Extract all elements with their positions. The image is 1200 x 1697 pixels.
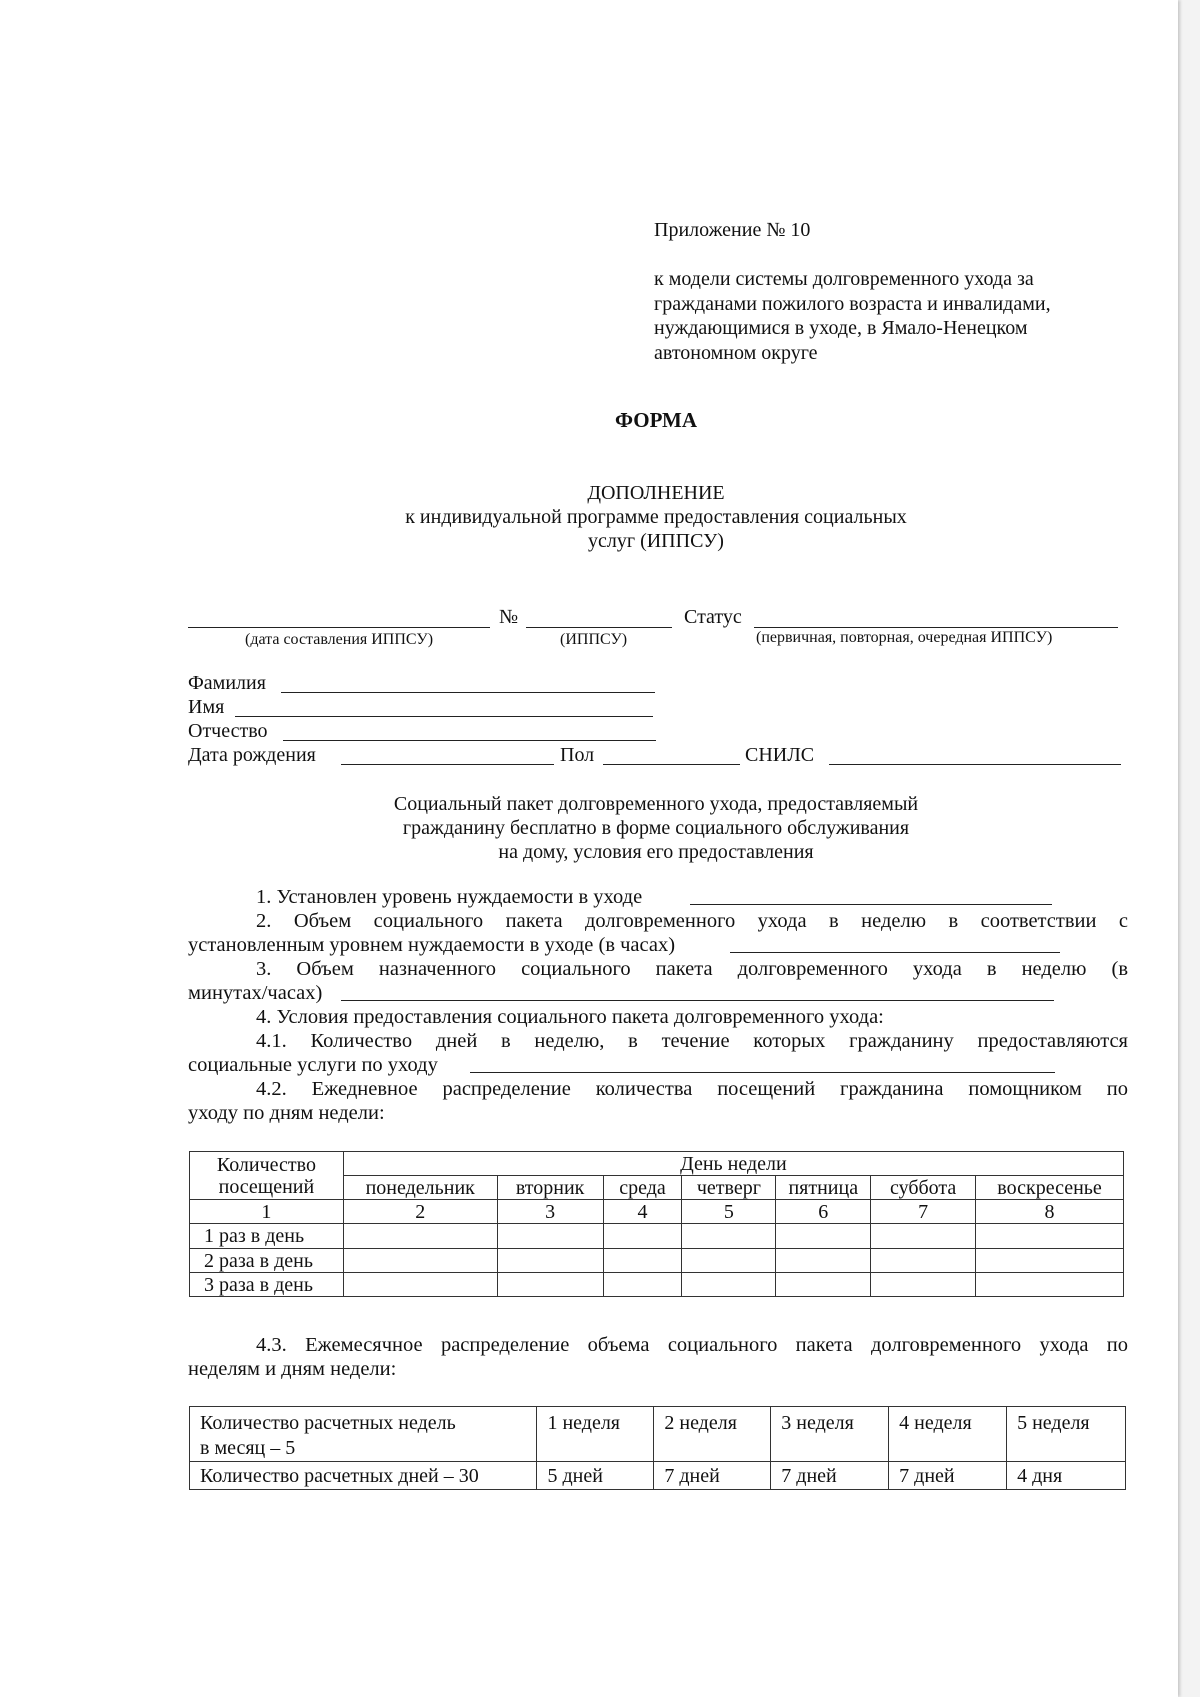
- table-cell[interactable]: [603, 1249, 682, 1273]
- visits-row-label: 2 раза в день: [190, 1249, 344, 1273]
- day-header: четверг: [682, 1176, 776, 1200]
- day-header: среда: [603, 1176, 682, 1200]
- item-4-1-line-1: 4.1. Количество дней в неделю, в течение которых гражданину предоставляются: [256, 1030, 1128, 1052]
- item-2-line-1: 2. Объем социального пакета долговременного ухода в неделю в соответствии с: [256, 910, 1128, 932]
- section-title: [188, 792, 1124, 864]
- column-number: 8: [976, 1200, 1124, 1224]
- status-label: Статус: [684, 606, 742, 628]
- day-header: пятница: [776, 1176, 871, 1200]
- week-days-value: 7 дней: [654, 1462, 771, 1490]
- number-sign: №: [499, 606, 519, 628]
- name-field-line[interactable]: [235, 716, 653, 717]
- annex-title: Приложение № 10: [654, 219, 811, 241]
- item-1-field-line[interactable]: [690, 904, 1052, 905]
- snils-field-line[interactable]: [829, 764, 1121, 765]
- item-4-1-field-line[interactable]: [470, 1072, 1055, 1073]
- table-cell[interactable]: [776, 1224, 871, 1249]
- table-cell[interactable]: [343, 1273, 497, 1297]
- column-number: 1: [190, 1200, 344, 1224]
- ippsu-number-field-line[interactable]: [526, 627, 672, 628]
- column-number: 2: [343, 1200, 497, 1224]
- week-days-value: 5 дней: [537, 1462, 654, 1490]
- table-cell[interactable]: [871, 1224, 976, 1249]
- heading-line: к индивидуальной программе предоставления социальных: [405, 506, 907, 528]
- annex-block: [654, 267, 1051, 365]
- table-cell[interactable]: [976, 1249, 1124, 1273]
- date-caption: (дата составления ИППСУ): [245, 631, 434, 648]
- surname-label: Фамилия: [188, 672, 266, 694]
- row-header-line: Количество: [216, 1153, 316, 1176]
- column-number: 7: [871, 1200, 976, 1224]
- visits-table: [189, 1151, 1124, 1297]
- days-label-cell: Количество расчетных дней – 30: [190, 1462, 537, 1490]
- item-2-line-2: установленным уровнем нуждаемости в уходе (в часах): [188, 934, 676, 956]
- week-header: 2 неделя: [654, 1407, 771, 1462]
- table-cell[interactable]: [497, 1273, 603, 1297]
- day-header: суббота: [871, 1176, 976, 1200]
- item-4-2-line-1: 4.2. Ежедневное распределение количества посещений гражданина помощником по: [256, 1078, 1128, 1100]
- visits-row-label: 1 раз в день: [190, 1224, 344, 1249]
- item-1: 1. Установлен уровень нуждаемости в уходе: [256, 886, 643, 908]
- column-number: 3: [497, 1200, 603, 1224]
- annex-line: нуждающимися в уходе, в Ямало-Ненецком: [654, 317, 1028, 339]
- document-heading: [188, 481, 1124, 553]
- day-of-week-header: День недели: [343, 1152, 1123, 1176]
- sex-label: Пол: [560, 744, 595, 766]
- table-cell[interactable]: [343, 1249, 497, 1273]
- item-4-2-line-2: уходу по дням недели:: [188, 1102, 385, 1124]
- table-cell[interactable]: [682, 1273, 776, 1297]
- table-cell[interactable]: [682, 1249, 776, 1273]
- patronymic-label: Отчество: [188, 720, 268, 742]
- form-label: ФОРМА: [614, 408, 698, 432]
- weeks-label-line: в месяц – 5: [200, 1437, 296, 1459]
- table-cell[interactable]: [682, 1224, 776, 1249]
- status-caption: (первичная, повторная, очередная ИППСУ): [756, 629, 1053, 646]
- weeks-label-cell: [190, 1407, 537, 1462]
- date-field-line[interactable]: [188, 627, 490, 628]
- table-cell[interactable]: [603, 1224, 682, 1249]
- sex-field-line[interactable]: [603, 764, 740, 765]
- section-title-line: на дому, условия его предоставления: [498, 841, 814, 863]
- patronymic-field-line[interactable]: [283, 740, 656, 741]
- monthly-table: [189, 1406, 1126, 1490]
- section-title-line: Социальный пакет долговременного ухода, предоставляемый: [393, 793, 919, 815]
- week-days-value: 7 дней: [771, 1462, 889, 1490]
- annex-line: автономном округе: [654, 341, 818, 364]
- ippsu-caption: (ИППСУ): [560, 631, 628, 648]
- column-number: 4: [603, 1200, 682, 1224]
- table-cell[interactable]: [776, 1249, 871, 1273]
- row-header-cell: [190, 1152, 344, 1200]
- column-number: 6: [776, 1200, 871, 1224]
- heading-line: услуг (ИППСУ): [588, 530, 724, 552]
- week-header: 1 неделя: [537, 1407, 654, 1462]
- table-cell[interactable]: [497, 1249, 603, 1273]
- section-title-line: гражданину бесплатно в форме социального обслуживания: [402, 817, 910, 839]
- name-label: Имя: [188, 696, 225, 718]
- day-header: вторник: [497, 1176, 603, 1200]
- status-field-line[interactable]: [754, 627, 1118, 628]
- day-header: понедельник: [343, 1176, 497, 1200]
- visits-row-label: 3 раза в день: [190, 1273, 344, 1297]
- table-cell[interactable]: [976, 1224, 1124, 1249]
- annex-line: к модели системы долговременного ухода за: [654, 268, 1034, 290]
- annex-line: гражданами пожилого возраста и инвалидами,: [654, 292, 1051, 315]
- table-cell[interactable]: [871, 1273, 976, 1297]
- row-header-line: посещений: [218, 1175, 315, 1198]
- table-cell[interactable]: [343, 1224, 497, 1249]
- item-4: 4. Условия предоставления социального пакета долговременного ухода:: [256, 1006, 884, 1028]
- column-number: 5: [682, 1200, 776, 1224]
- item-3-line-2: минутах/часах): [188, 982, 323, 1004]
- table-cell[interactable]: [497, 1224, 603, 1249]
- item-3-field-line[interactable]: [341, 1000, 1054, 1001]
- week-header: 5 неделя: [1007, 1407, 1126, 1462]
- week-header: 4 неделя: [889, 1407, 1007, 1462]
- day-header: воскресенье: [976, 1176, 1124, 1200]
- week-days-value: 7 дней: [889, 1462, 1007, 1490]
- table-cell[interactable]: [976, 1273, 1124, 1297]
- surname-field-line[interactable]: [281, 692, 655, 693]
- item-2-field-line[interactable]: [730, 952, 1060, 953]
- week-header: 3 неделя: [771, 1407, 889, 1462]
- table-cell[interactable]: [776, 1273, 871, 1297]
- item-3-line-1: 3. Объем назначенного социального пакета долговременного ухода в неделю (в: [256, 958, 1128, 980]
- weeks-label-line: Количество расчетных недель: [200, 1412, 456, 1434]
- week-days-value: 4 дня: [1007, 1462, 1126, 1490]
- table-cell[interactable]: [871, 1249, 976, 1273]
- snils-label: СНИЛС: [745, 744, 815, 766]
- item-4-3-line-1: 4.3. Ежемесячное распределение объема социального пакета долговременного ухода по: [256, 1334, 1128, 1356]
- item-4-3-line-2: неделям и дням недели:: [188, 1358, 397, 1380]
- birth-date-field-line[interactable]: [341, 764, 554, 765]
- birth-date-label: Дата рождения: [188, 744, 316, 766]
- heading-line: ДОПОЛНЕНИЕ: [587, 482, 725, 504]
- table-cell[interactable]: [603, 1273, 682, 1297]
- item-4-1-line-2: социальные услуги по уходу: [188, 1054, 438, 1076]
